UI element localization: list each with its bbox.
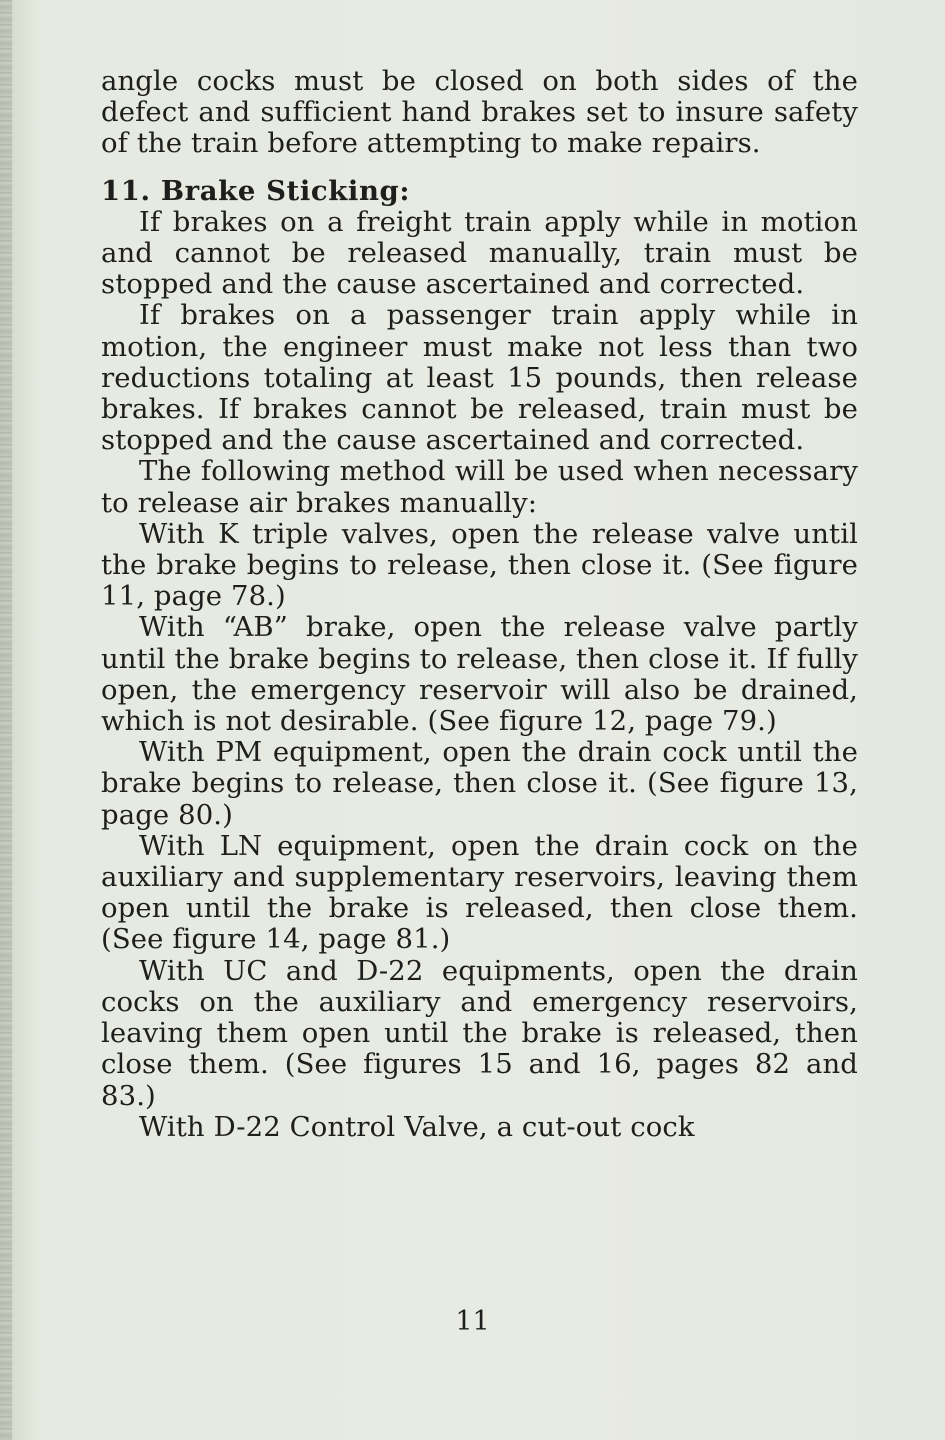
paragraph-uc-d22-equipments: With UC and D-22 equipments, open the drain cocks on the auxiliary and emergency reservoirs, leaving them open until the brake is released, then close them. (See figures 15 and 16, pages 82 and 83.) [101, 954, 858, 1112]
paragraph-passenger-train: If brakes on a passenger train apply while in motion, the engineer must make not less than two reductions totaling at least 15 pounds, then release brakes. If brakes cannot be released, train must be stopped and the cause ascertained and corrected. [101, 299, 858, 457]
page-number: 11 [455, 1306, 490, 1337]
body-text [101, 66, 858, 1143]
paragraph-pm-equipment: With PM equipment, open the drain cock until the brake begins to release, then close it. (See figure 13, page 80.) [101, 736, 858, 831]
book-binding-edge [0, 0, 12, 1440]
paragraph-d22-control-valve: With D-22 Control Valve, a cut-out cock [139, 1110, 695, 1143]
paragraph-ln-equipment: With LN equipment, open the drain cock on the auxiliary and supplementary reservoirs, leaving them open until the brake is released, then close them. (See figure 14, page 81.) [101, 829, 858, 956]
paragraph-ab-brake: With “AB” brake, open the release valve partly until the brake begins to release, then close it. If fully open, the emergency reservoir will also be drained, which is not desirable. (See figure 12, page 79.) [101, 611, 858, 738]
paragraph-following-method: The following method will be used when necessary to release air brakes manually: [101, 455, 858, 519]
paragraph-freight-train: If brakes on a freight train apply while in motion and cannot be released manually, train must be stopped and the cause ascertained and corrected. [101, 205, 858, 301]
section-heading: 11. Brake Sticking: [101, 174, 411, 207]
paragraph-k-triple-valves: With K triple valves, open the release valve until the brake begins to release, then close it. (See figure 11, page 78.) [101, 517, 858, 613]
paragraph-continuation: angle cocks must be closed on both sides of the defect and sufficient hand brakes set to insure safety of the train before attempting to make repairs. [101, 65, 858, 160]
